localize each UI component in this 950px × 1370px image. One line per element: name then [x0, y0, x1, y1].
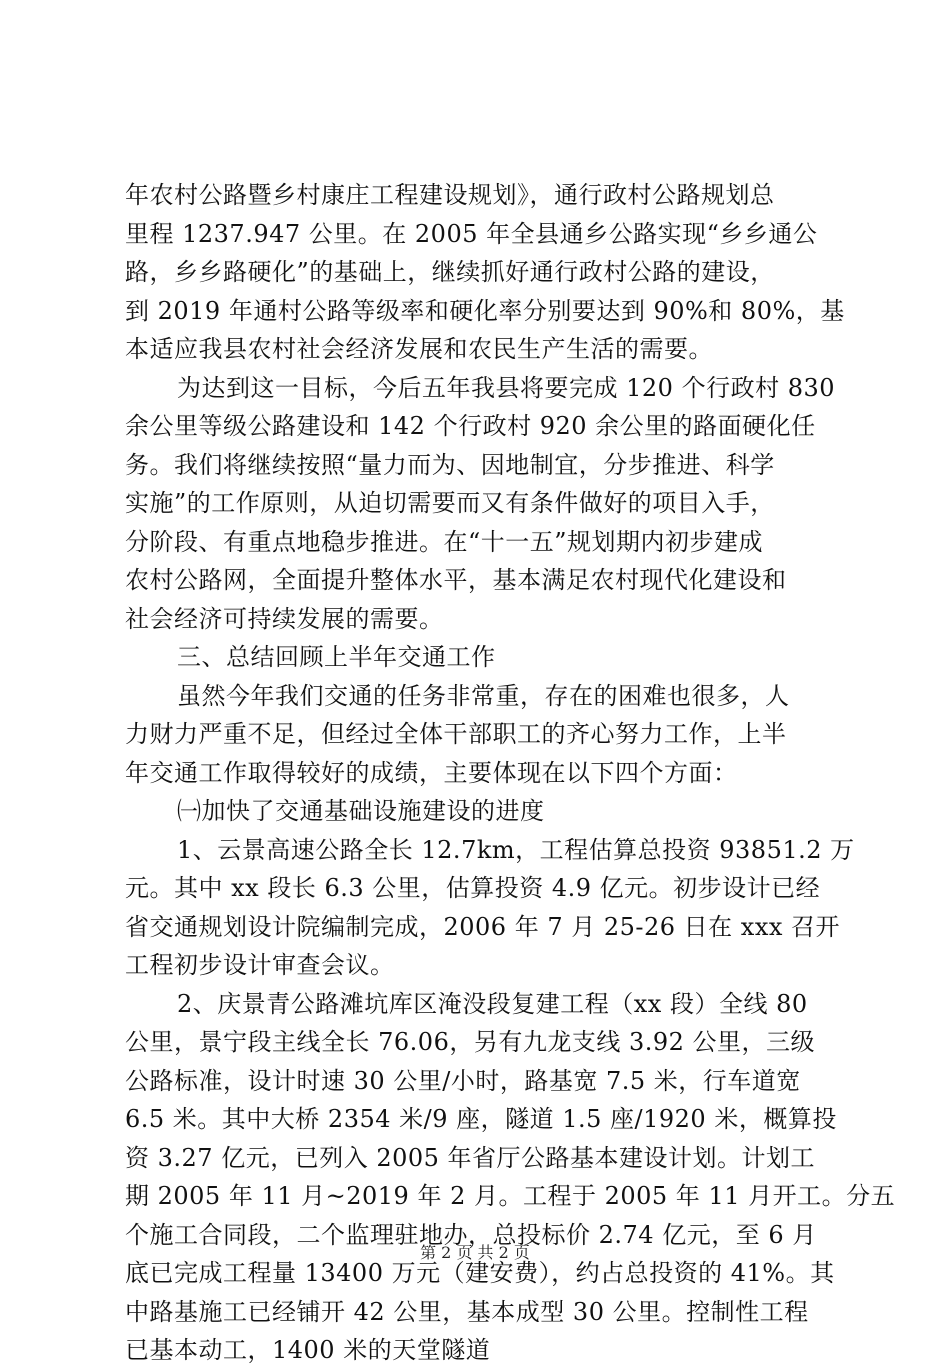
text-line: 个施工合同段，二个监理驻地办，总投标价 2.74 亿元，至 6 月: [125, 1220, 817, 1249]
text-line: 公路标准，设计时速 30 公里/小时，路基宽 7.5 米，行车道宽: [125, 1066, 801, 1095]
paragraph-start-line: 2、庆景青公路滩坑库区淹没段复建工程（xx 段）全线 80: [177, 989, 808, 1018]
text-line: 分阶段、有重点地稳步推进。在“十一五”规划期内初步建成: [125, 527, 764, 556]
text-line: 元。其中 xx 段长 6.3 公里，估算投资 4.9 亿元。初步设计已经: [125, 874, 821, 902]
text-line: 资 3.27 亿元，已列入 2005 年省厅公路基本建设计划。计划工: [125, 1143, 816, 1172]
text-line: 年交通工作取得较好的成绩，主要体现在以下四个方面：: [125, 758, 738, 787]
text-line: 省交通规划设计院编制完成，2006 年 7 月 25-26 日在 xxx 召开: [125, 912, 841, 941]
text-line: 工程初步设计审查会议。: [125, 951, 395, 979]
text-line: 实施”的工作原则，从迫切需要而又有条件做好的项目入手，: [125, 489, 775, 517]
text-line: 务。我们将继续按照“量力而为、因地制宜，分步推进、科学: [125, 450, 775, 479]
text-line: 路，乡乡路硬化”的基础上，继续抓好通行政村公路的建设，: [125, 258, 775, 286]
text-line: 社会经济可持续发展的需要。: [125, 604, 444, 633]
text-line: 到 2019 年通村公路等级率和硬化率分别要达到 90%和 80%，基: [125, 296, 845, 325]
text-line: 中路基施工已经铺开 42 公里，基本成型 30 公里。控制性工程: [125, 1297, 809, 1326]
subsection-heading: ㈠加快了交通基础设施建设的进度: [177, 797, 545, 825]
text-line: 余公里等级公路建设和 142 个行政村 920 余公里的路面硬化任: [125, 412, 816, 440]
text-line: 期 2005 年 11 月~2019 年 2 月。工程于 2005 年 11 月开工。分五: [125, 1182, 896, 1210]
text-line: 6.5 米。其中大桥 2354 米/9 座，隧道 1.5 座/1920 米，概算投: [125, 1105, 837, 1133]
text-line: 公里，景宁段主线全长 76.06，另有九龙支线 3.92 公里，三级: [125, 1028, 816, 1056]
text-line: 底已完成工程量 13400 万元（建安费），约占总投资的 41%。其: [125, 1259, 835, 1287]
text-line: 农村公路网，全面提升整体水平，基本满足农村现代化建设和: [125, 566, 787, 594]
text-line: 本适应我县农村社会经济发展和农民生产生活的需要。: [125, 335, 713, 363]
page-footer: 第 2 页 共 2 页: [420, 1243, 530, 1262]
text-line: 里程 1237.947 公里。在 2005 年全县通乡公路实现“乡乡通公: [125, 219, 818, 248]
paragraph-start-line: 为达到这一目标，今后五年我县将要完成 120 个行政村 830: [177, 373, 836, 402]
text-line: 已基本动工，1400 米的天堂隧道: [125, 1336, 491, 1364]
paragraph-start-line: 虽然今年我们交通的任务非常重，存在的困难也很多，人: [177, 681, 790, 710]
body-text: [125, 176, 896, 1370]
text-line: 力财力严重不足，但经过全体干部职工的齐心努力工作，上半: [125, 720, 787, 748]
text-line: 年农村公路暨乡村康庄工程建设规划》，通行政村公路规划总: [125, 181, 775, 209]
paragraph-start-line: 1、云景高速公路全长 12.7km，工程估算总投资 93851.2 万: [177, 835, 855, 864]
section-heading: 三、总结回顾上半年交通工作: [177, 643, 496, 671]
